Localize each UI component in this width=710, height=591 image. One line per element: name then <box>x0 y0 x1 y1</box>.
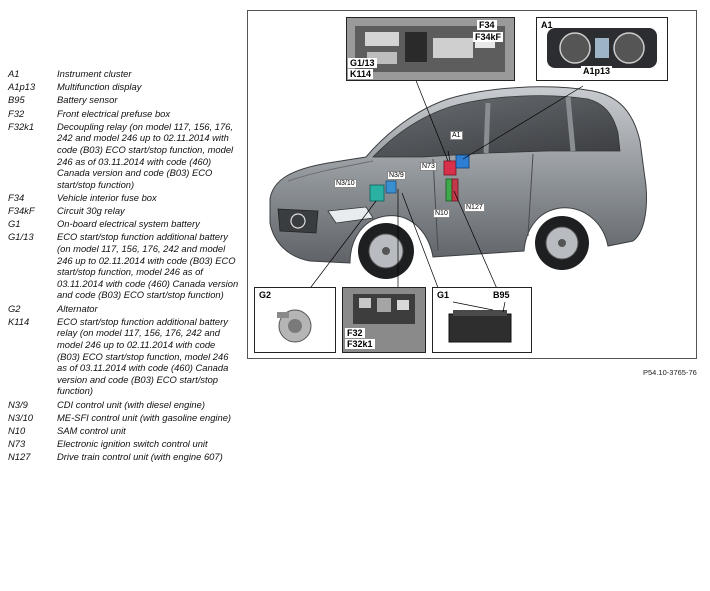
inset-battery-g1 <box>432 287 532 353</box>
legend-description: Vehicle interior fuse box <box>57 191 157 203</box>
label-n73: N73 <box>422 163 435 170</box>
legend-description: Circuit 30g relay <box>57 205 125 217</box>
label-k114: K114 <box>350 69 372 79</box>
label-f34kf: F34kF <box>475 32 502 42</box>
legend-code: N3/9 <box>8 398 28 410</box>
legend-description: Electronic ignition switch control unit <box>57 438 208 450</box>
legend-row <box>8 451 240 463</box>
legend-row <box>8 218 240 230</box>
legend-code: F32k1 <box>8 120 35 132</box>
rear-wheel <box>535 216 589 270</box>
legend-code: G2 <box>8 302 21 314</box>
legend-description: CDI control unit (with diesel engine) <box>57 398 205 410</box>
label-a1-inset: A1 <box>541 20 553 30</box>
legend-list <box>8 68 240 465</box>
label-n10: N10 <box>435 210 448 217</box>
legend-row <box>8 108 240 120</box>
legend-description: Multifunction display <box>57 81 142 93</box>
legend-code: N73 <box>8 438 26 450</box>
label-g1: G1 <box>437 290 450 300</box>
legend-code: G1/13 <box>8 231 34 243</box>
legend-code: F32 <box>8 107 25 119</box>
label-g1-13: G1/13 <box>350 58 375 68</box>
legend-description: SAM control unit <box>57 424 126 436</box>
legend-code: N10 <box>8 424 26 436</box>
legend-description: Battery sensor <box>57 94 118 106</box>
legend-code: F34 <box>8 191 25 203</box>
legend-row <box>8 205 240 217</box>
label-a1p13: A1p13 <box>583 66 611 76</box>
legend-row <box>8 94 240 106</box>
legend-row <box>8 399 240 411</box>
figure-reference: P54.10-3765-76 <box>643 368 697 377</box>
legend-row <box>8 438 240 450</box>
legend-code: F34kF <box>8 205 35 217</box>
label-a1-car: A1 <box>452 132 461 139</box>
legend-code: B95 <box>8 94 25 106</box>
legend-row <box>8 231 240 301</box>
front-wheel <box>358 223 414 279</box>
legend-code: G1 <box>8 218 21 230</box>
label-b95: B95 <box>493 290 510 300</box>
legend-row <box>8 316 240 397</box>
label-n127: N127 <box>466 204 483 211</box>
legend-code: N127 <box>8 451 31 463</box>
label-f34: F34 <box>479 20 495 30</box>
label-f32k1: F32k1 <box>347 339 373 349</box>
inset-alternator-g2 <box>254 287 336 353</box>
label-g2: G2 <box>259 290 272 300</box>
legend-description: Drive train control unit (with engine 607) <box>57 451 223 463</box>
car-body <box>270 87 646 263</box>
inset-fusebox-f34 <box>346 17 515 81</box>
legend-description: ECO start/stop function additional battery relay (on model 117, 156, 176, 242 and model 246 up to 02.11.2014 with code (B03) ECO start/stop function, model 246 as of 03.11.2014 with code (460) Canada version and code (B03) ECO start/stop function) <box>57 315 229 397</box>
legend-description: On-board electrical system battery <box>57 218 200 230</box>
legend-code: K114 <box>8 315 30 327</box>
inset-prefuse-f32 <box>342 287 426 353</box>
legend-row <box>8 68 240 80</box>
inset-instrument-cluster <box>536 17 668 81</box>
label-f32: F32 <box>347 328 363 338</box>
legend-description: ECO start/stop function additional battery (on model 117, 156, 176, 242 and model 246 up to 02.11.2014 with code (B03) ECO start/stop function, model 246 as of 03.11.2014 with code (460) Canada version and code (B03) ECO start/stop function) <box>57 231 239 301</box>
legend-row <box>8 303 240 315</box>
legend-description: ME-SFI control unit (with gasoline engine) <box>57 411 232 423</box>
legend-code: A1 <box>8 68 20 79</box>
label-n3-10: N3/10 <box>336 180 355 187</box>
legend-row <box>8 192 240 204</box>
legend-code: N3/10 <box>8 411 34 423</box>
legend-description: Alternator <box>57 302 98 314</box>
legend-description: Decoupling relay (on model 117, 156, 176, 242 and model 246 up to 02.11.2014 with code (B03) ECO start/stop function, model 246 as of 03.11.2014 with code (460) Canada version and code (B03) ECO start/stop function) <box>57 120 234 190</box>
vehicle-component-diagram <box>247 10 697 359</box>
legend-description: Front electrical prefuse box <box>57 107 171 119</box>
legend-row <box>8 81 240 93</box>
label-n3-9: N3/9 <box>389 172 404 179</box>
legend-row <box>8 412 240 424</box>
legend-code: A1p13 <box>8 81 36 93</box>
legend-description: Instrument cluster <box>57 68 132 79</box>
legend-row <box>8 121 240 191</box>
legend-row <box>8 425 240 437</box>
